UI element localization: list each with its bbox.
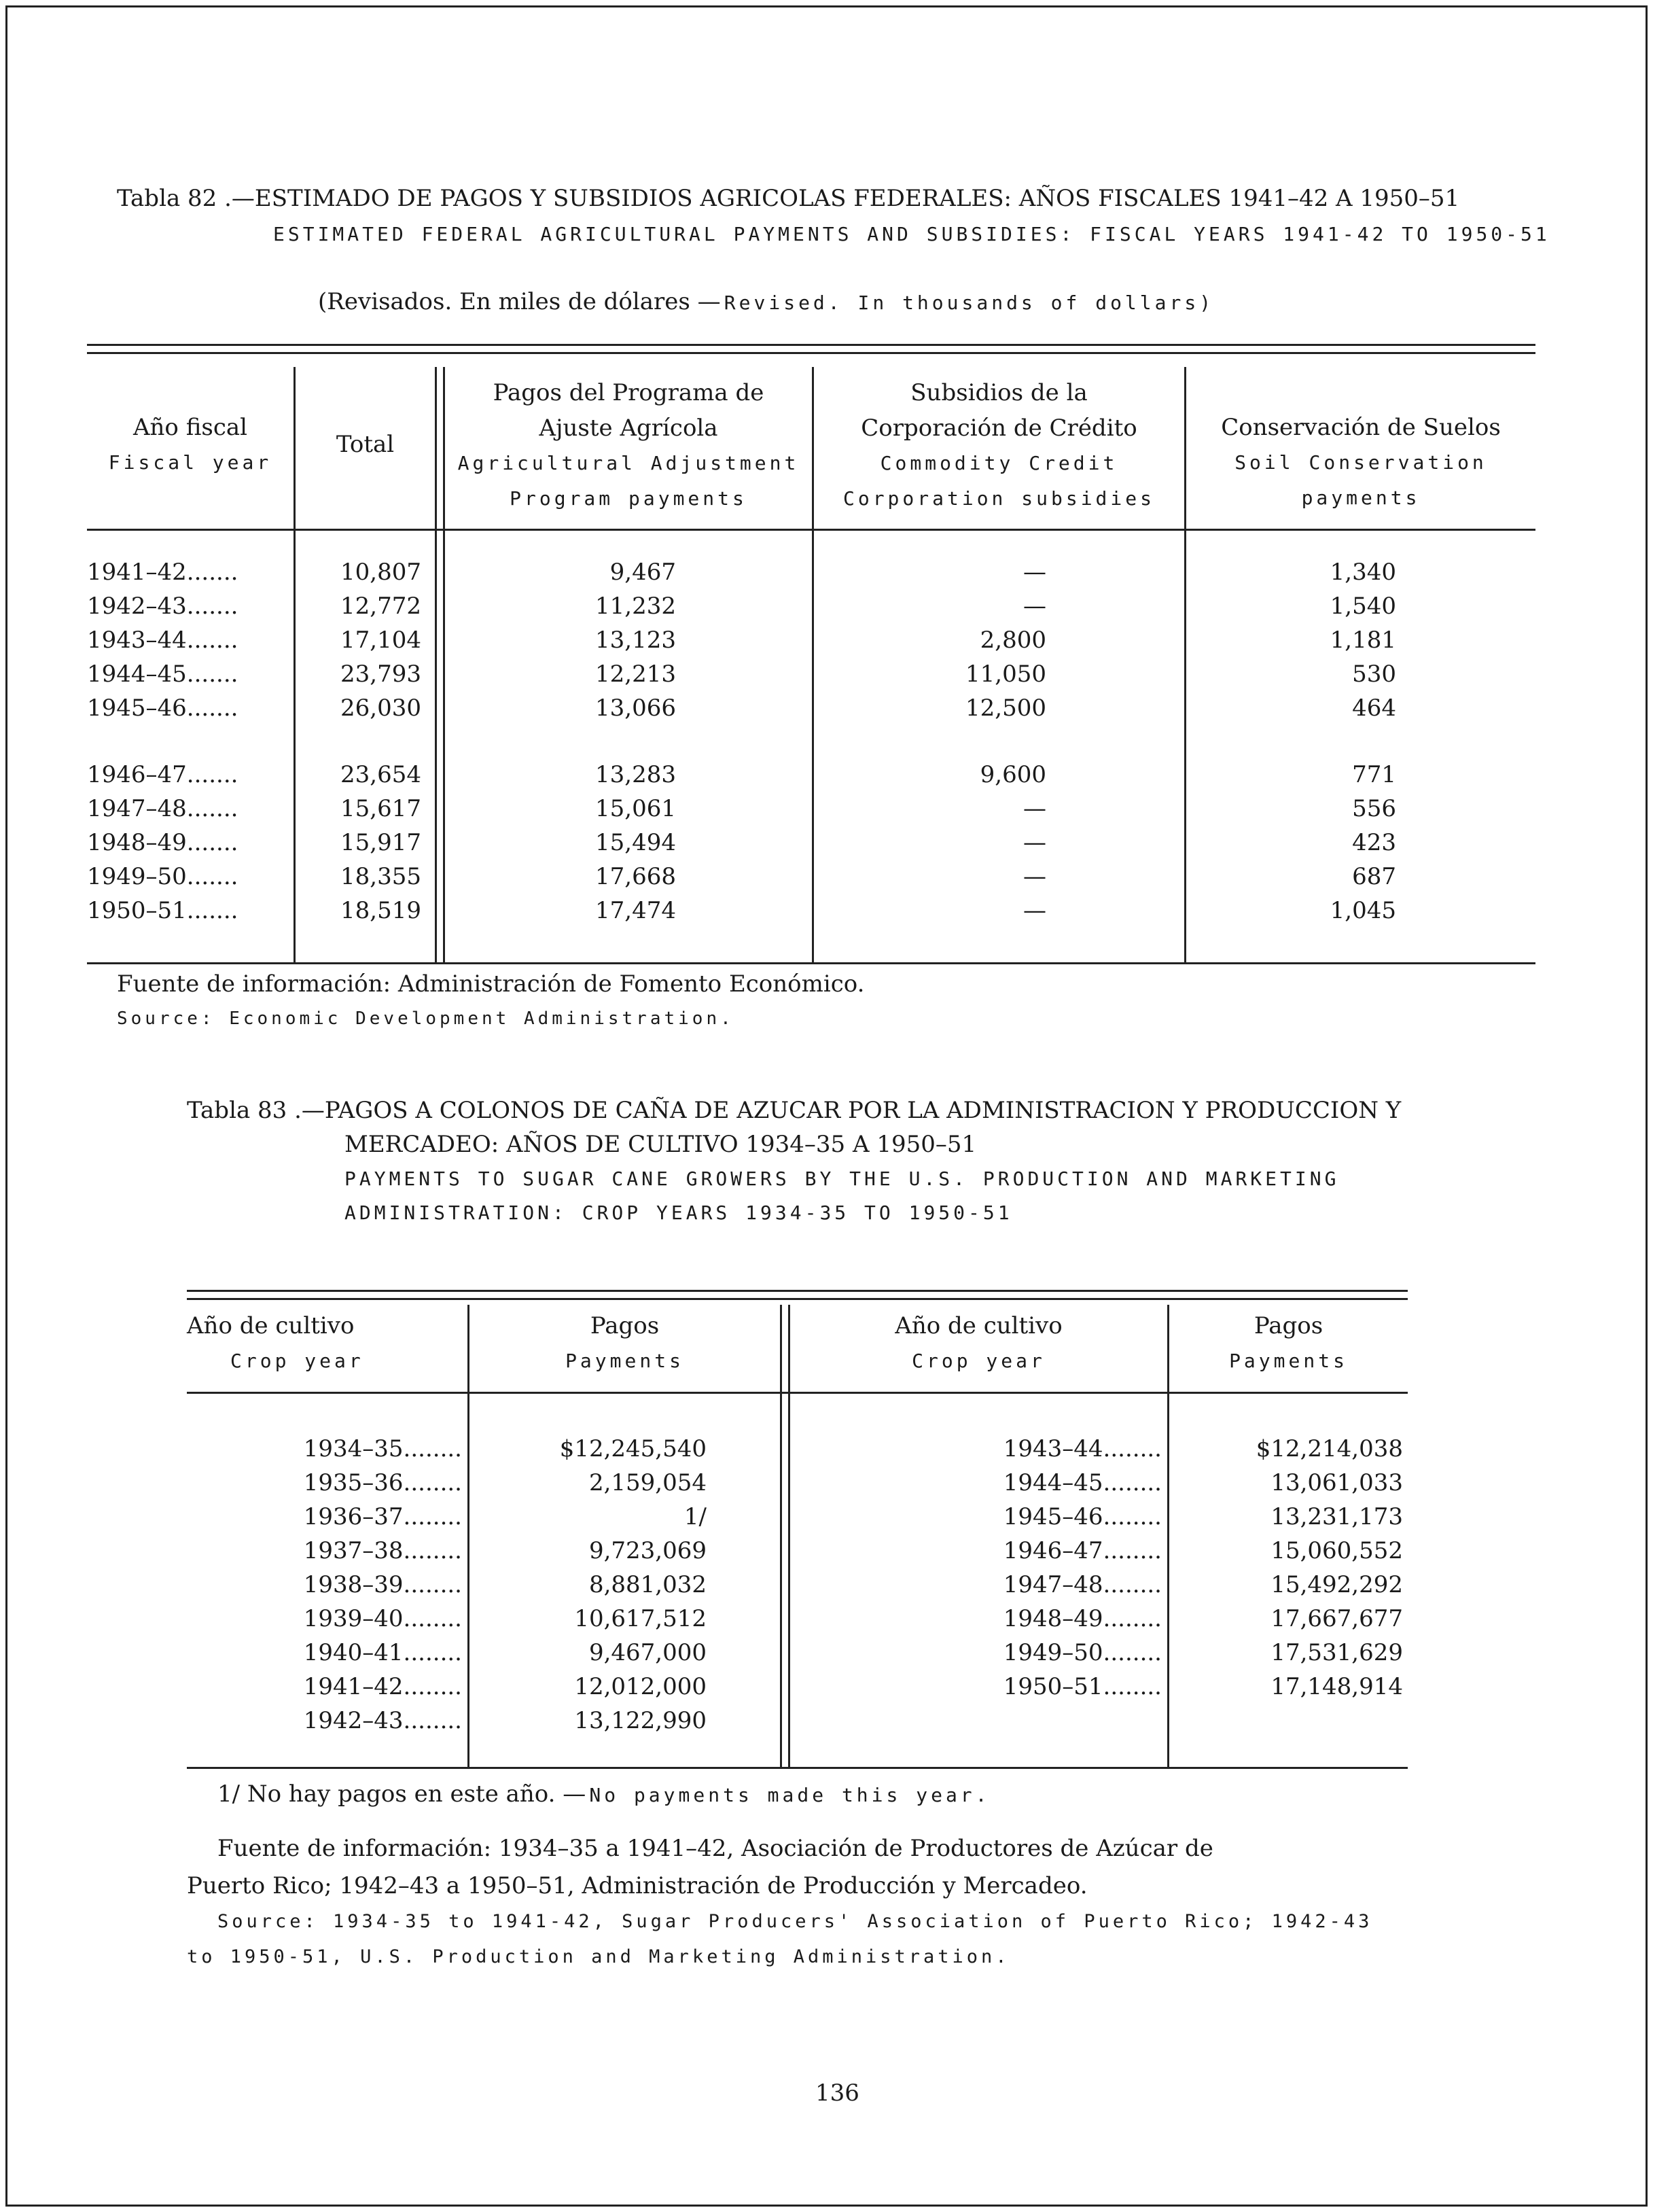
cell-year: 1935–36........: [303, 1469, 462, 1496]
table82-header-total: [296, 427, 435, 462]
cell-soil: 464: [1352, 695, 1396, 722]
cell-year: 1950–51.......: [87, 897, 238, 924]
cell-soil: 1,045: [1330, 897, 1396, 924]
cell-ccc: —: [1023, 593, 1046, 620]
cell-program: 11,232: [595, 593, 676, 620]
table83-header-year-left: [187, 1308, 465, 1379]
cell-program: 13,283: [595, 761, 676, 788]
footnote-es: 1/ No hay pagos en este año. —: [217, 1780, 586, 1808]
cell-year: 1945–46.......: [87, 695, 238, 722]
header-year-en: Crop year: [912, 1350, 1046, 1372]
cell-soil: 1,340: [1330, 559, 1396, 586]
cell-program: 13,123: [595, 627, 676, 654]
header-soil-en1: Soil Conservation: [1234, 451, 1487, 474]
cell-total: 12,772: [340, 593, 421, 620]
header-program-es1: Pagos del Programa de: [493, 379, 764, 406]
table83-rule-bottom: [187, 1767, 1408, 1769]
header-soil-en2: payments: [1301, 487, 1421, 509]
cell-payment: 2,159,054: [588, 1469, 707, 1496]
table83-rule-header: [187, 1392, 1408, 1394]
table83-source-es2: Puerto Rico; 1942–43 a 1950–51, Administración de Producción y Mercadeo.: [187, 1872, 1088, 1899]
header-ccc-es1: Subsidios de la: [910, 379, 1088, 406]
header-pay-en: Payments: [565, 1350, 684, 1372]
cell-ccc: —: [1023, 559, 1046, 586]
table82-rule-bottom: [87, 962, 1535, 964]
table82-title-en: ESTIMATED FEDERAL AGRICULTURAL PAYMENTS AND SUBSIDIES: FISCAL YEARS 1941-42 TO 1950-51: [273, 223, 1550, 245]
cell-total: 26,030: [340, 695, 421, 722]
cell-year: 1939–40........: [303, 1605, 462, 1632]
table82-rule-top1: [87, 344, 1535, 346]
cell-year: 1937–38........: [303, 1537, 462, 1564]
header-program-es2: Ajuste Agrícola: [539, 415, 718, 442]
table83-title-es1: Tabla 83 .—PAGOS A COLONOS DE CAÑA DE AZUCAR POR LA ADMINISTRACION Y PRODUCCION Y: [187, 1097, 1402, 1124]
cell-soil: 687: [1352, 863, 1396, 890]
table83-title-es2: MERCADEO: AÑOS DE CULTIVO 1934–35 A 1950–51: [344, 1131, 977, 1158]
table83-col-divider: [780, 1305, 782, 1767]
cell-year: 1947–48.......: [87, 795, 238, 822]
cell-payment: 1/: [683, 1503, 707, 1530]
table82-rule-header: [87, 529, 1535, 531]
cell-ccc: 2,800: [980, 627, 1046, 654]
page-number: 136: [815, 2079, 859, 2107]
cell-ccc: 11,050: [965, 661, 1046, 688]
cell-program: 12,213: [595, 661, 676, 688]
footnote-en: No payments made this year.: [589, 1784, 991, 1806]
table82-subtitle-es: (Revisados. En miles de dólares —: [318, 288, 721, 315]
cell-year: 1941–42.......: [87, 559, 238, 586]
cell-payment: 8,881,032: [588, 1571, 707, 1598]
table82-subtitle-en: Revised. In thousands of dollars): [724, 292, 1215, 314]
header-ccc-en1: Commodity Credit: [880, 452, 1118, 474]
cell-payment: 9,467,000: [588, 1639, 707, 1666]
header-year-en: Fiscal year: [108, 451, 272, 474]
cell-total: 17,104: [340, 627, 421, 654]
cell-year: 1949–50........: [1003, 1639, 1162, 1666]
header-pay-es: Pagos: [1254, 1312, 1323, 1339]
cell-year: 1946–47........: [1003, 1537, 1162, 1564]
cell-total: 15,917: [340, 829, 421, 856]
cell-year: 1942–43........: [303, 1707, 462, 1734]
cell-year: 1938–39........: [303, 1571, 462, 1598]
cell-total: 23,654: [340, 761, 421, 788]
cell-payment: 13,061,033: [1270, 1469, 1403, 1496]
header-year-es: Año de cultivo: [187, 1312, 355, 1339]
cell-year: 1945–46........: [1003, 1503, 1162, 1530]
cell-payment: 15,060,552: [1270, 1537, 1403, 1564]
table82-rule-top2: [87, 352, 1535, 354]
cell-year: 1943–44.......: [87, 627, 238, 654]
cell-payment: 17,667,677: [1270, 1605, 1403, 1632]
table83-header-year-right: [790, 1308, 1167, 1379]
header-pay-en: Payments: [1229, 1350, 1348, 1372]
cell-program: 15,494: [595, 829, 676, 856]
table82-header-program: [445, 375, 812, 516]
cell-year: 1934–35........: [303, 1435, 462, 1462]
header-program-en2: Program payments: [510, 487, 747, 510]
header-pay-es: Pagos: [590, 1312, 660, 1339]
cell-year: 1944–45.......: [87, 661, 238, 688]
table82-col-divider: [435, 367, 437, 962]
cell-soil: 530: [1352, 661, 1396, 688]
cell-total: 18,519: [340, 897, 421, 924]
header-ccc-en2: Corporation subsidies: [842, 487, 1155, 510]
cell-ccc: 12,500: [965, 695, 1046, 722]
table83-footnote: [217, 1780, 991, 1808]
header-year-es: Año fiscal: [132, 414, 248, 441]
header-ccc-es2: Corporación de Crédito: [861, 415, 1137, 442]
cell-ccc: —: [1023, 863, 1046, 890]
cell-payment: $12,245,540: [559, 1435, 707, 1462]
cell-year: 1948–49........: [1003, 1605, 1162, 1632]
cell-year: 1947–48........: [1003, 1571, 1162, 1598]
cell-payment: 13,122,990: [574, 1707, 707, 1734]
table83-header-pay-right: [1169, 1308, 1408, 1379]
cell-program: 9,467: [609, 559, 676, 586]
cell-payment: 9,723,069: [588, 1537, 707, 1564]
cell-ccc: —: [1023, 829, 1046, 856]
cell-ccc: —: [1023, 795, 1046, 822]
cell-payment: 10,617,512: [574, 1605, 707, 1632]
table82-title-es: Tabla 82 .—ESTIMADO DE PAGOS Y SUBSIDIOS AGRICOLAS FEDERALES: AÑOS FISCALES 1941–42 A 1950–51: [117, 185, 1460, 212]
cell-soil: 423: [1352, 829, 1396, 856]
cell-program: 13,066: [595, 695, 676, 722]
table82-header-ccc: [814, 375, 1184, 516]
cell-year: 1950–51........: [1003, 1673, 1162, 1700]
cell-year: 1944–45........: [1003, 1469, 1162, 1496]
cell-soil: 771: [1352, 761, 1396, 788]
cell-year: 1941–42........: [303, 1673, 462, 1700]
header-year-en: Crop year: [230, 1350, 364, 1372]
table83-header-pay-left: [469, 1308, 780, 1379]
header-year-es: Año de cultivo: [895, 1312, 1063, 1339]
cell-program: 15,061: [595, 795, 676, 822]
table83-title-en1: PAYMENTS TO SUGAR CANE GROWERS BY THE U.S. PRODUCTION AND MARKETING: [344, 1168, 1340, 1190]
cell-year: 1946–47.......: [87, 761, 238, 788]
table83-source-en1: Source: 1934-35 to 1941-42, Sugar Producers' Association of Puerto Rico; 1942-43: [217, 1911, 1373, 1932]
table82-source-es: Fuente de información: Administración de Fomento Económico.: [117, 970, 865, 998]
cell-total: 18,355: [340, 863, 421, 890]
header-soil-es: Conservación de Suelos: [1221, 414, 1501, 441]
header-total: Total: [336, 431, 395, 458]
table83-source-en2: to 1950-51, U.S. Production and Marketing Administration.: [187, 1946, 1010, 1967]
cell-total: 10,807: [340, 559, 421, 586]
cell-payment: 17,531,629: [1270, 1639, 1403, 1666]
cell-program: 17,474: [595, 897, 676, 924]
cell-year: 1943–44........: [1003, 1435, 1162, 1462]
header-program-en1: Agricultural Adjustment: [457, 452, 800, 474]
cell-payment: 15,492,292: [1270, 1571, 1403, 1598]
table82-source-en: Source: Economic Development Administration.: [117, 1008, 734, 1029]
cell-ccc: —: [1023, 897, 1046, 924]
table83-title-en2: ADMINISTRATION: CROP YEARS 1934-35 TO 1950-51: [344, 1201, 1013, 1224]
cell-soil: 1,540: [1330, 593, 1396, 620]
cell-year: 1948–49.......: [87, 829, 238, 856]
table83-rule-top1: [187, 1290, 1408, 1292]
table82-subtitle: [318, 288, 1214, 315]
cell-program: 17,668: [595, 863, 676, 890]
cell-ccc: 9,600: [980, 761, 1046, 788]
cell-year: 1942–43.......: [87, 593, 238, 620]
table82-header-year: [87, 410, 294, 480]
cell-payment: 12,012,000: [574, 1673, 707, 1700]
table83-rule-top2: [187, 1298, 1408, 1300]
cell-payment: 17,148,914: [1270, 1673, 1403, 1700]
cell-total: 23,793: [340, 661, 421, 688]
cell-payment: 13,231,173: [1270, 1503, 1403, 1530]
cell-soil: 556: [1352, 795, 1396, 822]
table82-header-soil: [1186, 410, 1535, 516]
table83-source-es1: Fuente de información: 1934–35 a 1941–42, Asociación de Productores de Azúcar de: [217, 1835, 1213, 1862]
cell-payment: $12,214,038: [1256, 1435, 1403, 1462]
cell-year: 1949–50.......: [87, 863, 238, 890]
cell-year: 1936–37........: [303, 1503, 462, 1530]
cell-soil: 1,181: [1330, 627, 1396, 654]
cell-total: 15,617: [340, 795, 421, 822]
cell-year: 1940–41........: [303, 1639, 462, 1666]
